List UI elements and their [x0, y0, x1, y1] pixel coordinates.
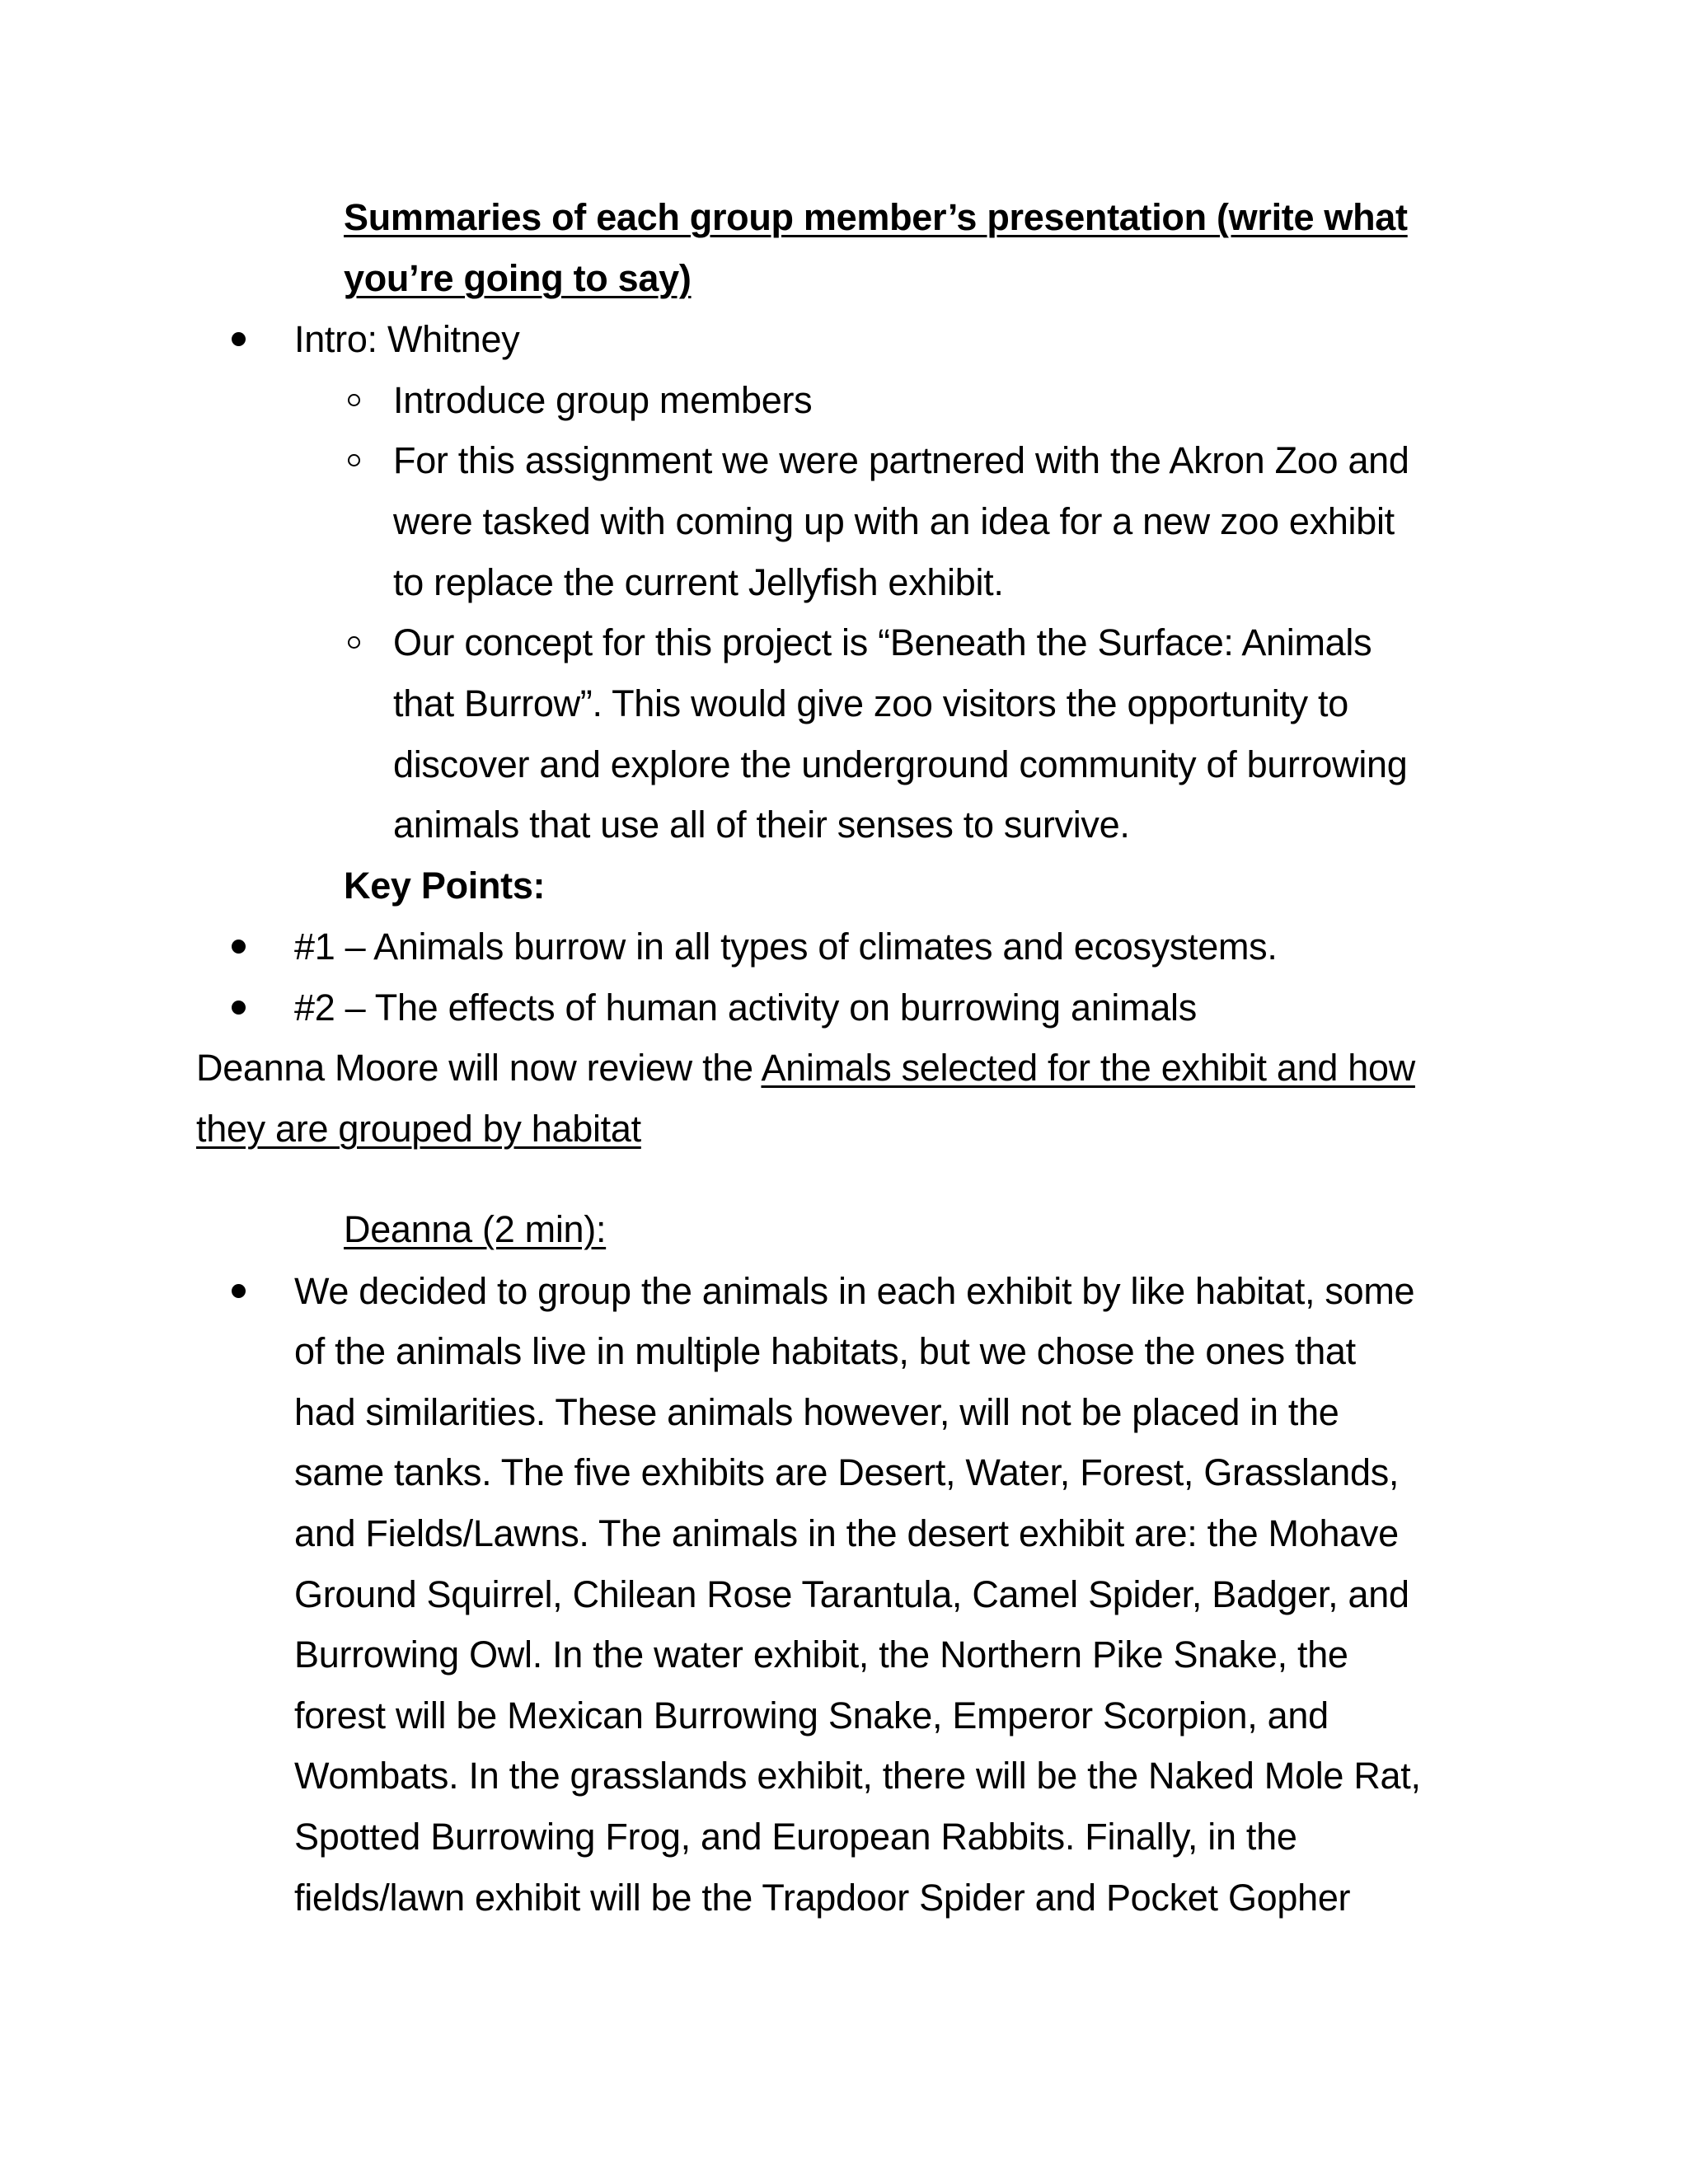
- intro-sub-2-line-3: to replace the current Jellyfish exhibit.: [393, 561, 1004, 603]
- heading-line-2: you’re going to say): [344, 257, 692, 299]
- deanna-para-line-8: forest will be Mexican Burrowing Snake, Emperor Scorpion, and: [294, 1694, 1329, 1736]
- intro-sub-3-line-2: that Burrow”. This would give zoo visitors the opportunity to: [393, 682, 1348, 724]
- deanna-para-line-9: Wombats. In the grasslands exhibit, there will be the Naked Mole Rat,: [294, 1755, 1421, 1797]
- bullet-dot-icon: [232, 332, 246, 346]
- bullet-dot-icon: [232, 1001, 246, 1015]
- deanna-para-line-1: We decided to group the animals in each exhibit by like habitat, some: [294, 1270, 1415, 1312]
- deanna-para-line-2: of the animals live in multiple habitats, but we chose the ones that: [294, 1330, 1356, 1372]
- intro-sub-2-line-1: For this assignment we were partnered with the Akron Zoo and: [393, 439, 1409, 481]
- deanna-para-line-10: Spotted Burrowing Frog, and European Rabbits. Finally, in the: [294, 1816, 1297, 1858]
- intro-sub-3-line-4: animals that use all of their senses to survive.: [393, 804, 1130, 846]
- bullet-dot-icon: [232, 940, 246, 954]
- transition-underlined-text-1: Animals selected for the exhibit and how: [761, 1047, 1415, 1089]
- intro-sub-1: Introduce group members: [393, 379, 813, 421]
- bullet-circle-icon: [348, 394, 360, 406]
- transition-line-1: [196, 1038, 1415, 1099]
- bullet-circle-icon: [348, 636, 360, 649]
- intro-sub-3-line-1: Our concept for this project is “Beneath the Surface: Animals: [393, 621, 1372, 663]
- intro-label: Intro: Whitney: [294, 318, 520, 360]
- intro-sub-3-line-3: discover and explore the underground community of burrowing: [393, 743, 1408, 785]
- deanna-para-line-5: and Fields/Lawns. The animals in the desert exhibit are: the Mohave: [294, 1512, 1399, 1554]
- deanna-para-line-7: Burrowing Owl. In the water exhibit, the Northern Pike Snake, the: [294, 1633, 1348, 1675]
- deanna-para-line-6: Ground Squirrel, Chilean Rose Tarantula, Camel Spider, Badger, and: [294, 1573, 1409, 1615]
- key-point-2: #2 – The effects of human activity on burrowing animals: [294, 987, 1197, 1029]
- deanna-para-line-11: fields/lawn exhibit will be the Trapdoor Spider and Pocket Gopher: [294, 1877, 1351, 1919]
- deanna-para-line-4: same tanks. The five exhibits are Desert, Water, Forest, Grasslands,: [294, 1451, 1400, 1493]
- deanna-title: Deanna (2 min):: [344, 1208, 607, 1250]
- key-point-1: #1 – Animals burrow in all types of climates and ecosystems.: [294, 926, 1278, 968]
- heading-line-1: Summaries of each group member’s presentation (write what: [344, 196, 1408, 238]
- deanna-para-line-3: had similarities. These animals however, will not be placed in the: [294, 1391, 1339, 1433]
- transition-plain-text: Deanna Moore will now review the: [196, 1047, 762, 1089]
- key-points-title: Key Points:: [344, 865, 546, 907]
- bullet-circle-icon: [348, 454, 360, 466]
- transition-line-2: they are grouped by habitat: [196, 1108, 641, 1150]
- intro-sub-2-line-2: were tasked with coming up with an idea for a new zoo exhibit: [393, 500, 1395, 542]
- bullet-dot-icon: [232, 1284, 246, 1298]
